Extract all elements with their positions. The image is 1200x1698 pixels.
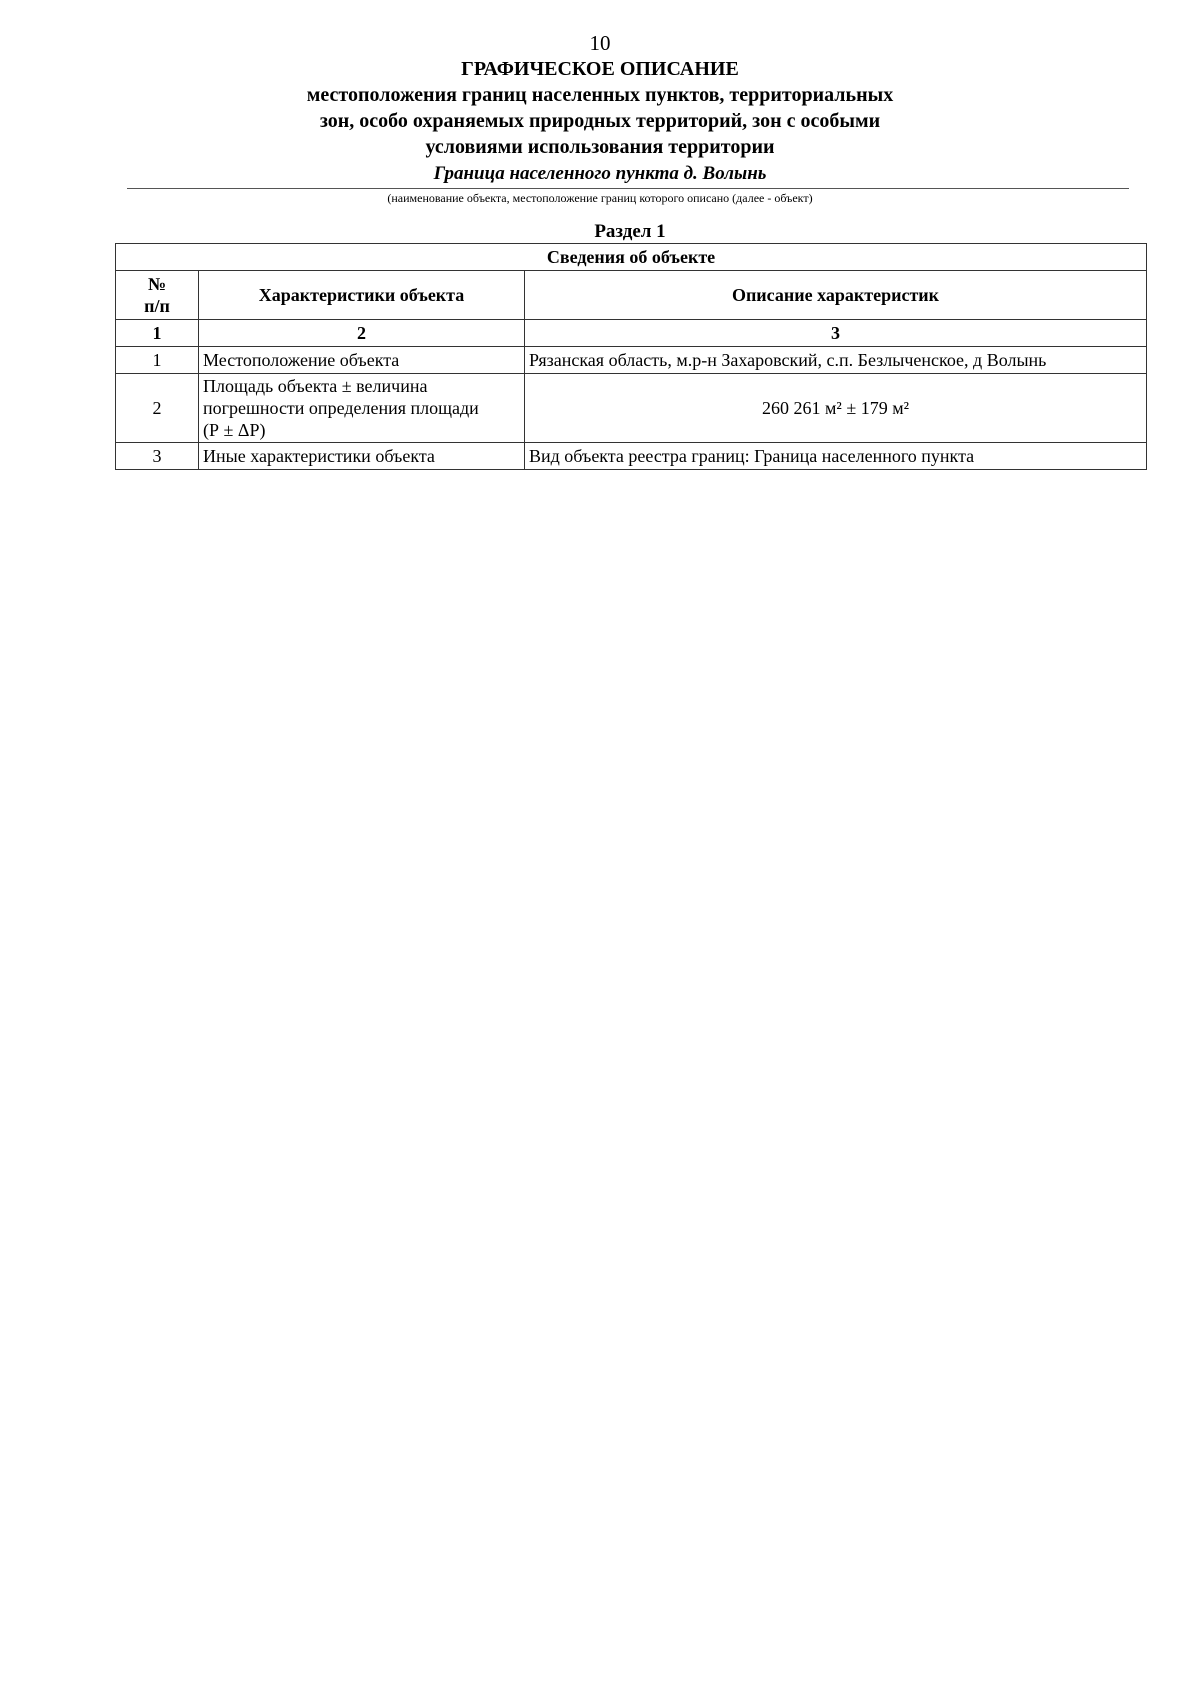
object-caption: (наименование объекта, местоположение границ которого описано (далее - объект) <box>387 191 813 205</box>
row-num: 2 <box>116 374 199 443</box>
row-description: Рязанская область, м.р-н Захаровский, с.п. Безлыченское, д Волынь <box>525 347 1147 374</box>
column-number-row <box>116 320 1147 347</box>
row-description: Вид объекта реестра границ: Граница населенного пункта <box>525 443 1147 470</box>
table-row <box>116 347 1147 374</box>
row-characteristic-line-1: Площадь объекта ± величина <box>203 376 428 396</box>
row-characteristic <box>199 374 525 443</box>
row-characteristic: Иные характеристики объекта <box>199 443 525 470</box>
table-caption: Сведения об объекте <box>116 244 1147 271</box>
page-number: 10 <box>589 31 611 55</box>
header-num-line-2: п/п <box>144 296 170 316</box>
row-characteristic-line-2: погрешности определения площади <box>203 398 479 418</box>
object-name: Граница населенного пункта д. Волынь <box>433 163 767 184</box>
object-name-underline <box>127 188 1129 189</box>
title-line-4: условиями использования территории <box>425 136 775 158</box>
table-header-row <box>116 271 1147 320</box>
header-num <box>116 271 199 320</box>
title-line-1: ГРАФИЧЕСКОЕ ОПИСАНИЕ <box>461 58 739 80</box>
row-description: 260 261 м² ± 179 м² <box>525 374 1147 443</box>
title-line-2: местоположения границ населенных пунктов, территориальных <box>306 84 894 106</box>
header-description: Описание характеристик <box>525 271 1147 320</box>
row-characteristic: Местоположение объекта <box>199 347 525 374</box>
section-title: Раздел 1 <box>594 221 666 242</box>
column-number: 1 <box>116 320 199 347</box>
header-characteristic: Характеристики объекта <box>199 271 525 320</box>
row-num: 3 <box>116 443 199 470</box>
table-caption-row <box>116 244 1147 271</box>
object-info-table <box>115 243 1147 470</box>
document-title <box>0 56 1200 160</box>
row-characteristic-line-3: (Р ± ΔР) <box>203 420 266 440</box>
table-row <box>116 443 1147 470</box>
title-line-3: зон, особо охраняемых природных территорий, зон с особыми <box>319 110 881 132</box>
column-number: 2 <box>199 320 525 347</box>
column-number: 3 <box>525 320 1147 347</box>
header-num-line-1: № <box>147 274 167 294</box>
row-num: 1 <box>116 347 199 374</box>
table-row <box>116 374 1147 443</box>
